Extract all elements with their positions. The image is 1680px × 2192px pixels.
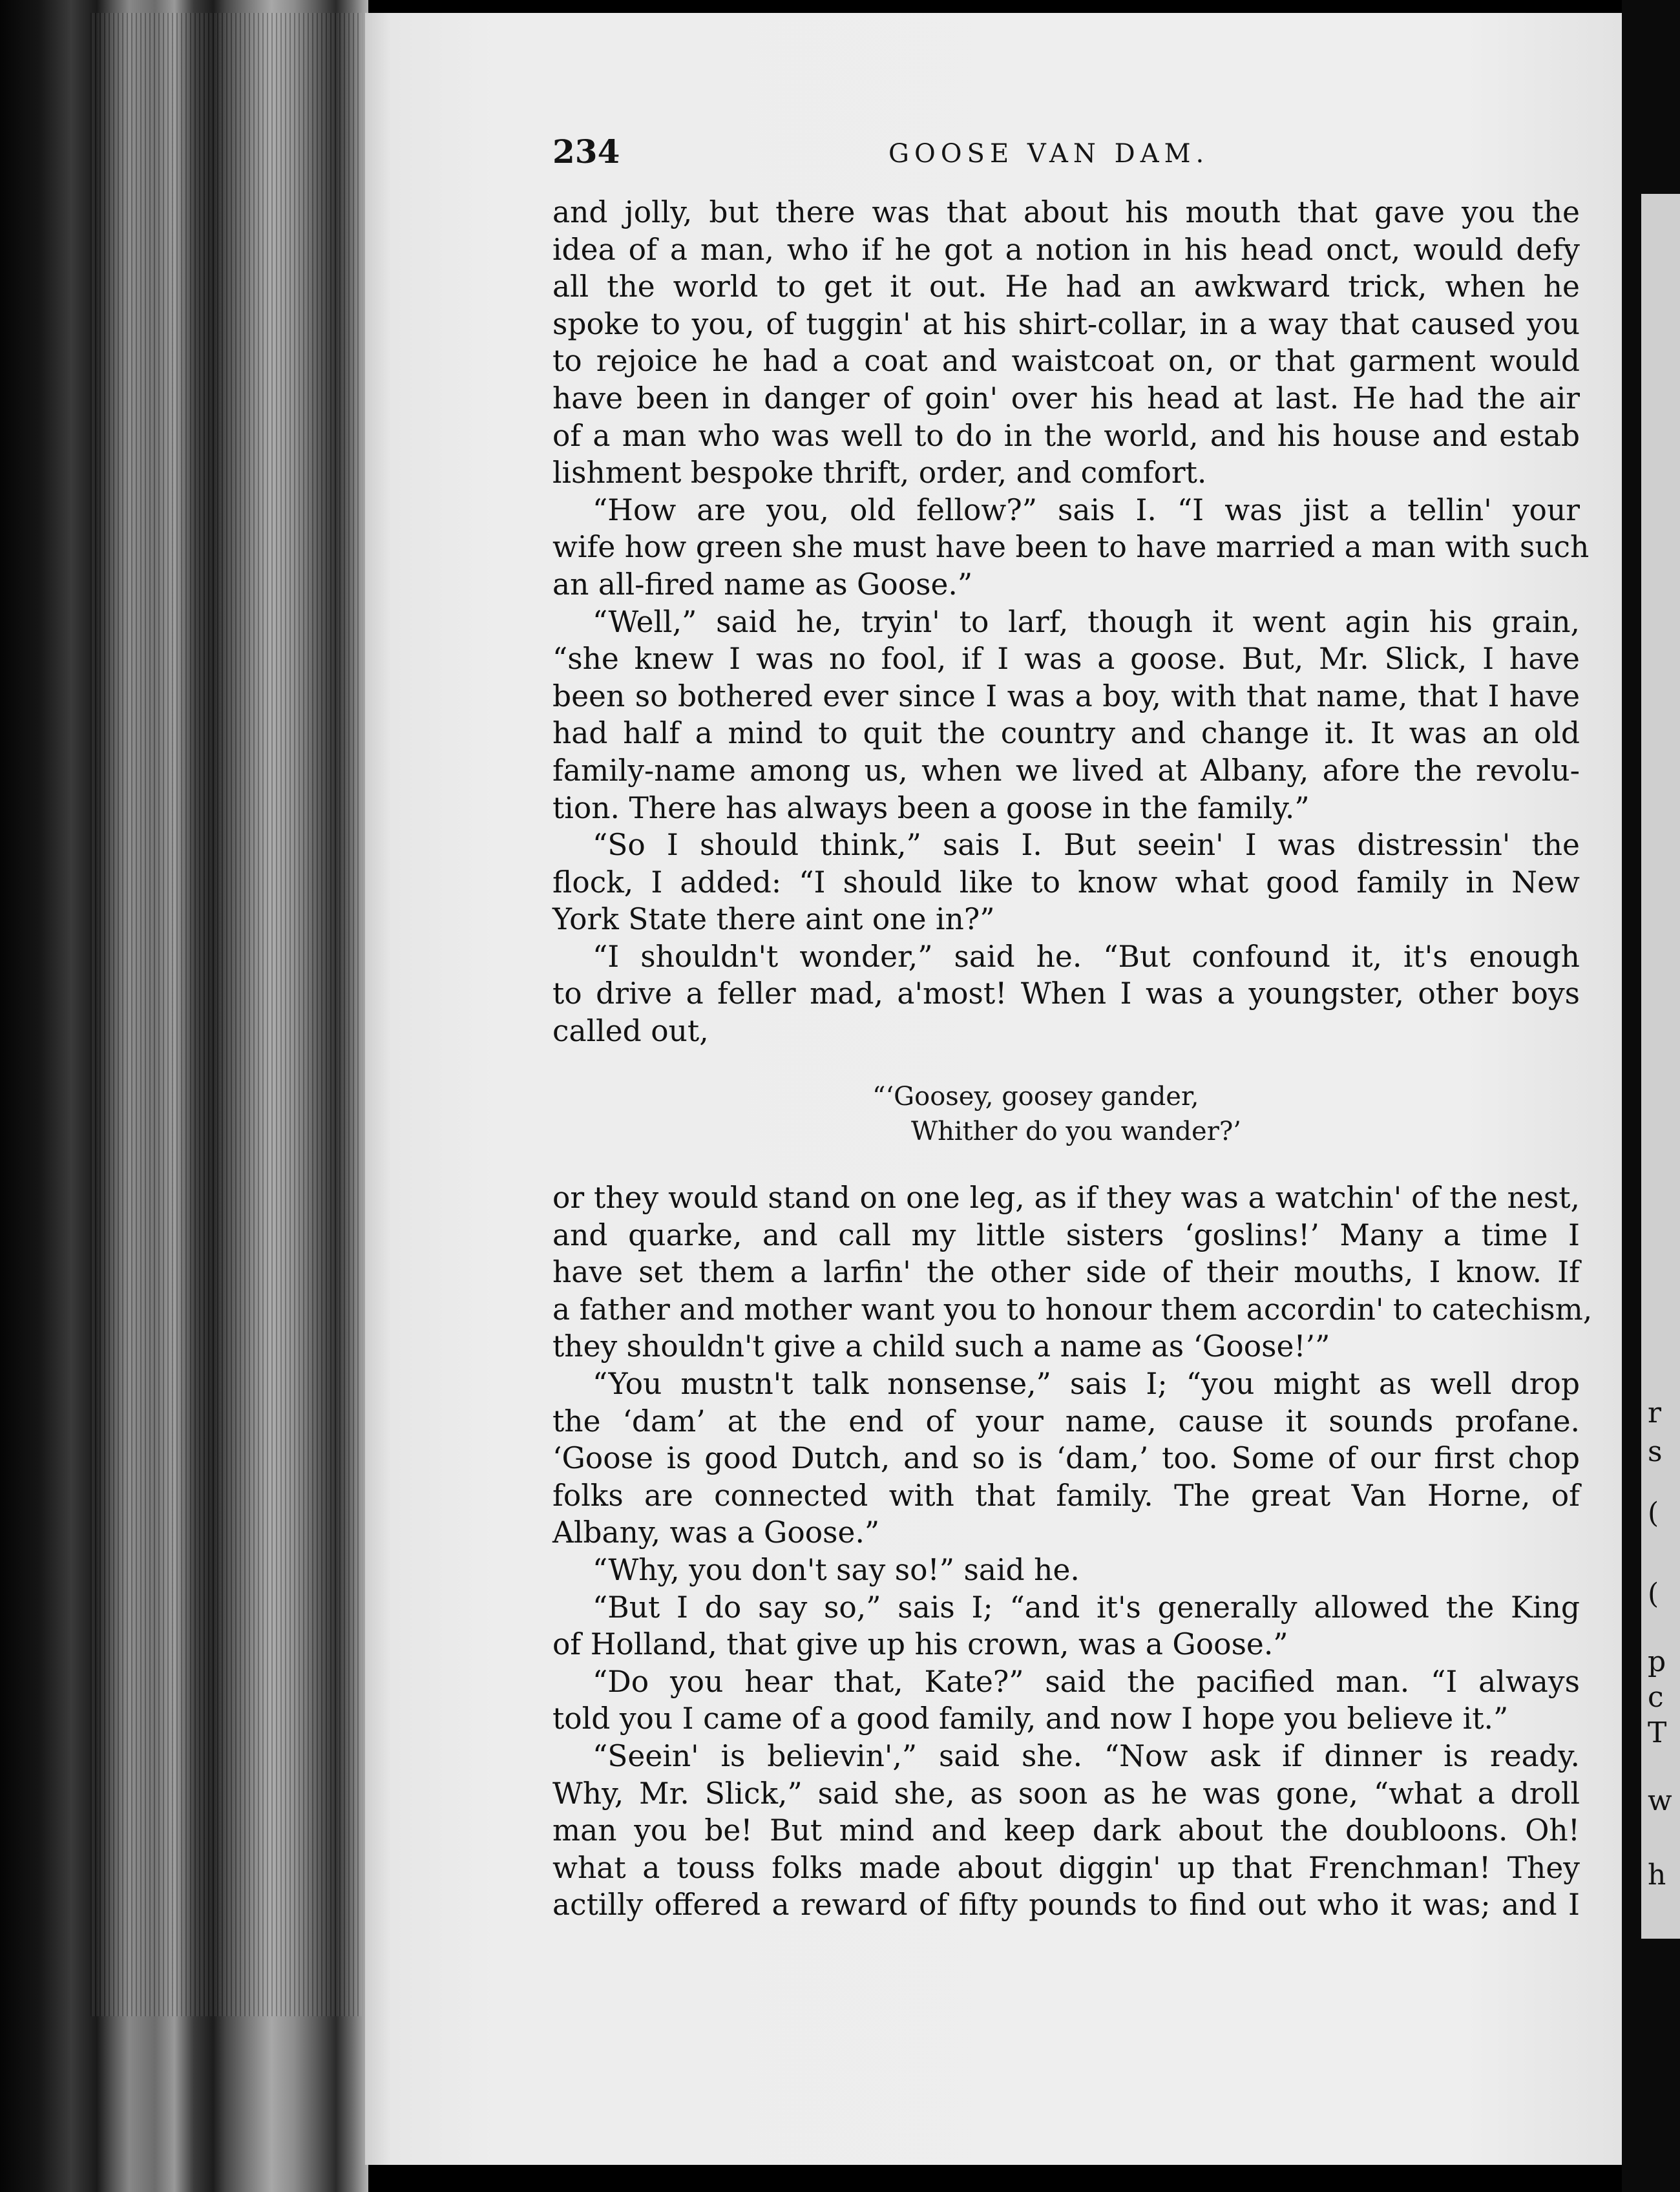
text-line: “But I do say so,” sais I; “and it's generally allowed the King: [593, 1590, 1580, 1625]
running-head: GOOSE VAN DAM.: [888, 139, 1210, 169]
text-line: Why, Mr. Slick,” said she, as soon as he was gone, “what a droll: [552, 1776, 1580, 1811]
next-page-char: h: [1648, 1859, 1666, 1892]
next-page-char: p: [1648, 1645, 1666, 1678]
text-line: an all-fired name as Goose.”: [552, 567, 973, 602]
text-line: folks are connected with that family. The great Van Horne, of: [552, 1478, 1580, 1513]
next-page-strip: [1641, 194, 1680, 1939]
text-line: “Do you hear that, Kate?” said the pacified man. “I always: [593, 1664, 1580, 1699]
text-line: the ‘dam’ at the end of your name, cause it sounds profane.: [552, 1404, 1580, 1438]
text-line: “How are you, old fellow?” sais I. “I was jist a tellin' your: [593, 492, 1580, 527]
text-line: of Holland, that give up his crown, was a Goose.”: [552, 1627, 1288, 1662]
next-page-char: (: [1648, 1577, 1659, 1610]
page-edge-lines: [90, 13, 362, 2016]
next-page-char: (: [1648, 1497, 1659, 1530]
text-line: “I shouldn't wonder,” said he. “But confound it, it's enough: [593, 939, 1580, 974]
text-line: “Well,” said he, tryin' to larf, though it went agin his grain,: [593, 604, 1580, 639]
text-line: or they would stand on one leg, as if they was a watchin' of the nest,: [552, 1181, 1580, 1215]
text-line: wife how green she must have been to have married a man with such: [552, 530, 1590, 565]
next-page-char: s: [1648, 1435, 1663, 1468]
text-line: what a touss folks made about diggin' up that Frenchman! They: [552, 1850, 1580, 1885]
text-line: “You mustn't talk nonsense,” sais I; “you might as well drop: [593, 1366, 1580, 1401]
text-line: “So I should think,” sais I. But seein' I was distressin' the: [593, 828, 1580, 863]
next-page-char: c: [1648, 1681, 1664, 1714]
text-line: to rejoice he had a coat and waistcoat on, or that garment would: [552, 344, 1580, 379]
text-line: a father and mother want you to honour them accordin' to catechism,: [552, 1292, 1593, 1327]
text-line: to drive a feller mad, a'most! When I was a youngster, other boys: [552, 976, 1580, 1011]
page-header: [552, 132, 1580, 178]
text-line: had half a mind to quit the country and change it. It was an old: [552, 716, 1580, 751]
text-line: lishment bespoke thrift, order, and comfort.: [552, 456, 1207, 490]
page-number: 234: [552, 132, 620, 171]
text-line: ‘Goose is good Dutch, and so is ‘dam,’ too. Some of our first chop: [552, 1441, 1580, 1476]
text-line: actilly offered a reward of fifty pounds to find out who it was; and I: [552, 1888, 1580, 1923]
text-line: spoke to you, of tuggin' at his shirt-collar, in a way that caused you: [552, 306, 1580, 341]
verse-line: Whither do you wander?’: [911, 1117, 1241, 1146]
text-line: all the world to get it out. He had an awkward trick, when he: [552, 269, 1580, 304]
text-line: of a man who was well to do in the world, and his house and estab: [552, 418, 1580, 453]
text-line: “Seein' is believin',” said she. “Now ask if dinner is ready.: [593, 1738, 1580, 1773]
text-line: man you be! But mind and keep dark about the doubloons. Oh!: [552, 1813, 1580, 1848]
text-line: told you I came of a good family, and now I hope you believe it.”: [552, 1702, 1509, 1736]
text-line: been so bothered ever since I was a boy, with that name, that I have: [552, 679, 1580, 713]
text-line: idea of a man, who if he got a notion in his head onct, would defy: [552, 232, 1580, 267]
next-page-char: w: [1648, 1784, 1672, 1817]
text-line: family-name among us, when we lived at Albany, afore the revolu-: [552, 753, 1580, 788]
verse-line: “‘Goosey, goosey gander,: [872, 1082, 1199, 1112]
text-line: have been in danger of goin' over his head at last. He had the air: [552, 381, 1580, 416]
text-line: and jolly, but there was that about his mouth that gave you the: [552, 195, 1580, 229]
text-line: “Why, you don't say so!” said he.: [593, 1552, 1080, 1587]
text-line: and quarke, and call my little sisters ‘goslins!’ Many a time I: [552, 1217, 1580, 1252]
text-line: called out,: [552, 1014, 709, 1049]
text-line: tion. There has always been a goose in the family.”: [552, 790, 1310, 825]
text-line: they shouldn't give a child such a name as ‘Goose!’”: [552, 1329, 1330, 1364]
text-line: flock, I added: “I should like to know what good family in New: [552, 865, 1580, 900]
text-line: York State there aint one in?”: [552, 902, 995, 937]
text-line: “she knew I was no fool, if I was a goose. But, Mr. Slick, I have: [552, 642, 1580, 677]
text-line: Albany, was a Goose.”: [552, 1515, 880, 1550]
body-text-bottom: [552, 1179, 1593, 1924]
verse-quote: [872, 1079, 1241, 1149]
next-page-char: r: [1648, 1396, 1662, 1429]
next-page-char: T: [1648, 1716, 1667, 1749]
text-line: have set them a larfin' the other side of their mouths, I know. If: [552, 1255, 1580, 1290]
body-text-top: [552, 194, 1590, 1050]
